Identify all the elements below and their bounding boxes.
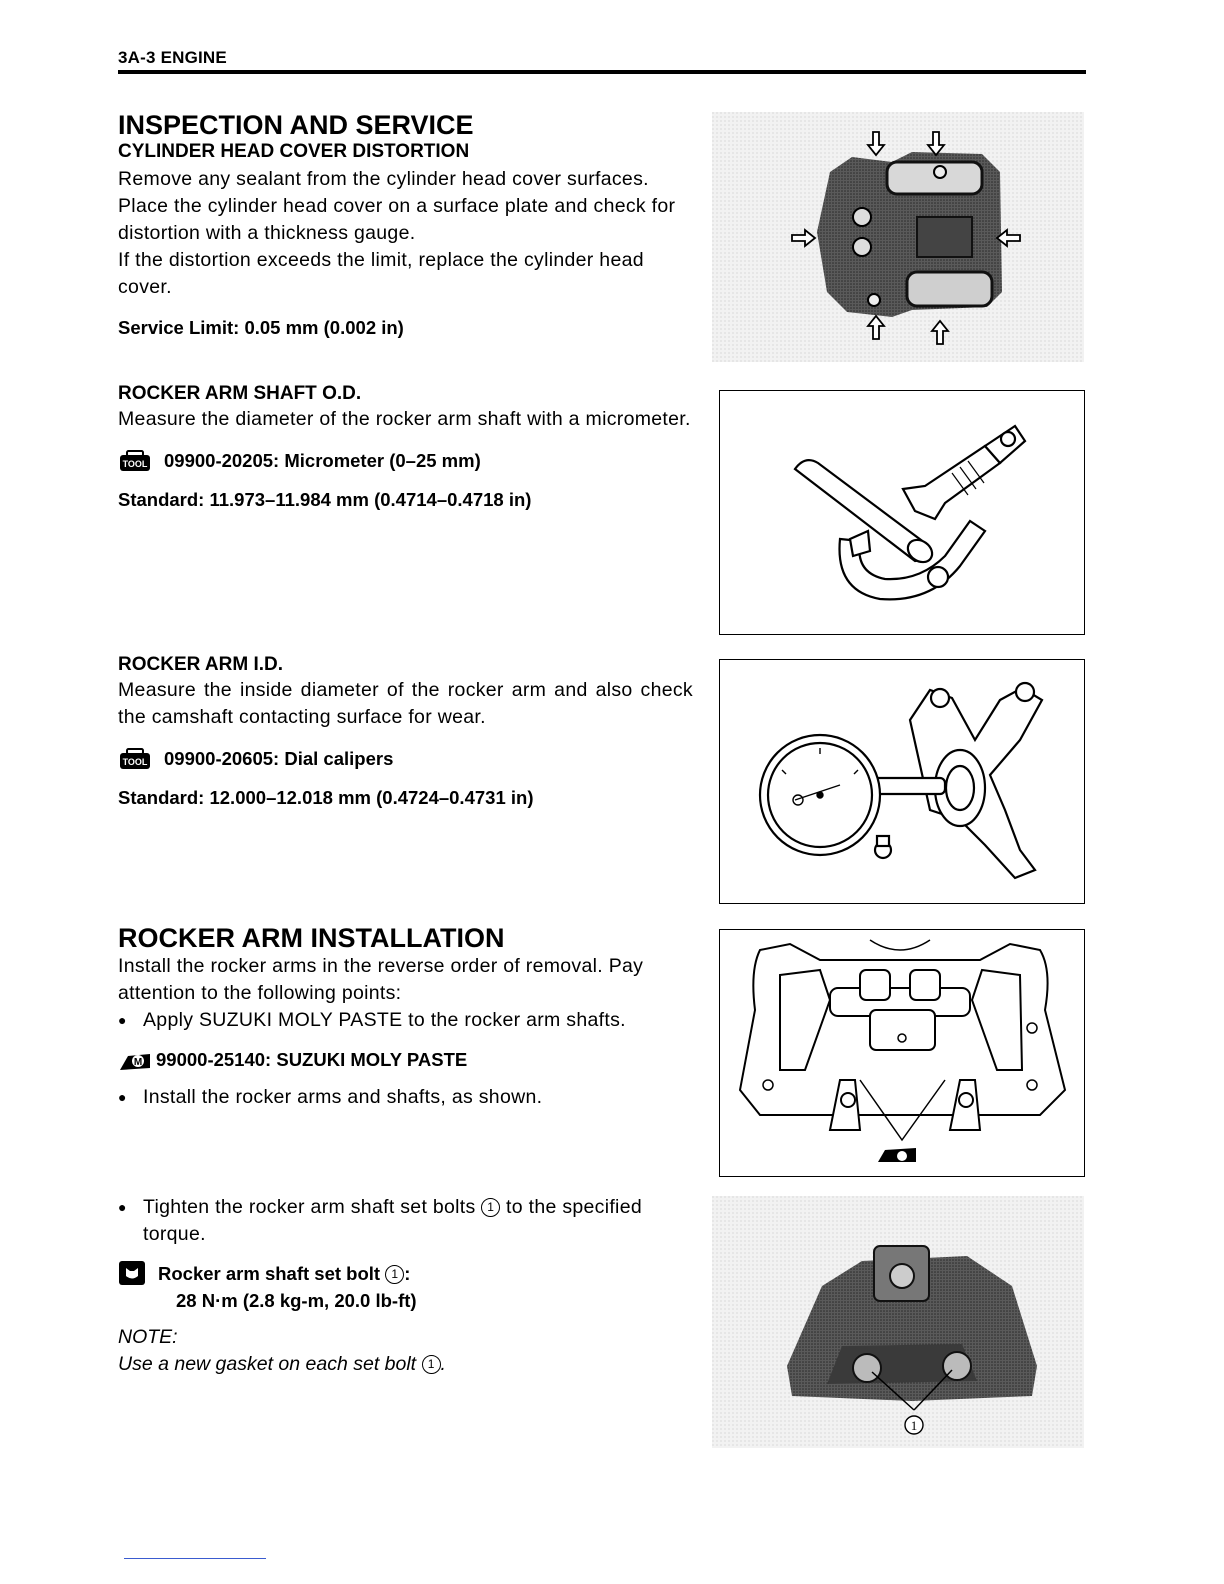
torque-spec: Rocker arm shaft set bolt 1 : 28 N·m (2.8 kg-m, 20.0 lb-ft) bbox=[118, 1260, 693, 1314]
footer-line bbox=[124, 1558, 266, 1559]
arm-id-tool bbox=[118, 745, 693, 773]
rocker-arm-installation-figure bbox=[719, 929, 1085, 1177]
arm-id-standard: Standard: 12.000–12.018 mm (0.4724–0.4731 in) bbox=[118, 787, 534, 808]
shaft-od-text: Measure the diameter of the rocker arm shaft with a micrometer. bbox=[118, 408, 691, 430]
moly-paste-icon bbox=[878, 1148, 916, 1162]
installation-text: Install the rocker arms in the reverse order of removal. Pay attention to the following points: bbox=[118, 955, 644, 1004]
arm-id-text: Measure the inside diameter of the rocker arm and also check the camshaft contacting surface for wear. bbox=[118, 679, 693, 728]
bullet-torque: ● Tighten the rocker arm shaft set bolts 1 to the specified torque. bbox=[118, 1196, 642, 1245]
torque-value: 28 N·m (2.8 kg-m, 20.0 lb-ft) bbox=[176, 1290, 417, 1311]
shaft-od-tool-text: 09900-20205: Micrometer (0–25 mm) bbox=[164, 450, 481, 471]
torque-section bbox=[118, 1194, 693, 1378]
shaft-od-tool bbox=[118, 447, 693, 475]
shaft-od-standard: Standard: 11.973–11.984 mm (0.4714–0.4718 in) bbox=[118, 489, 532, 510]
page-header bbox=[118, 48, 1086, 74]
service-limit: Service Limit: 0.05 mm (0.002 in) bbox=[118, 317, 404, 338]
moly-paste-row bbox=[118, 1046, 693, 1074]
bullet-install: ● Install the rocker arms and shafts, as shown. bbox=[118, 1086, 543, 1108]
svg-text:TOOL: TOOL bbox=[122, 459, 148, 469]
svg-text:TOOL: TOOL bbox=[122, 757, 148, 767]
dial-caliper-figure bbox=[719, 659, 1085, 904]
callout-label: 1 bbox=[910, 1418, 918, 1433]
micrometer-figure bbox=[719, 390, 1085, 635]
shaft-od-title: ROCKER ARM SHAFT O.D. bbox=[118, 383, 362, 404]
inspection-title: INSPECTION AND SERVICE bbox=[118, 110, 474, 140]
tool-icon bbox=[118, 748, 152, 770]
bullet-moly: ● Apply SUZUKI MOLY PASTE to the rocker arm shafts. bbox=[118, 1009, 626, 1031]
inspection-text-1: Remove any sealant from the cylinder head cover surfaces. Place the cylinder head cover on a surface plate and check for distortion with a thickness gauge. bbox=[118, 168, 676, 244]
section-title: 3A-3 ENGINE bbox=[118, 48, 227, 67]
torque-label: Rocker arm shaft set bolt bbox=[158, 1263, 381, 1284]
arm-id-title: ROCKER ARM I.D. bbox=[118, 654, 284, 675]
inspection-section bbox=[118, 110, 693, 341]
moly-paste-icon bbox=[118, 1048, 154, 1072]
set-bolt-figure bbox=[712, 1196, 1084, 1448]
ref-circle-1: 1 bbox=[481, 1198, 500, 1217]
cylinder-head-cover-figure bbox=[712, 112, 1084, 362]
tool-icon bbox=[118, 450, 152, 472]
arm-id-section bbox=[118, 653, 693, 811]
svg-text:M: M bbox=[133, 1057, 143, 1068]
note-label: NOTE: bbox=[118, 1326, 178, 1348]
installation-section bbox=[118, 923, 693, 1111]
installation-title: ROCKER ARM INSTALLATION bbox=[118, 923, 505, 953]
torque-wrench-icon bbox=[118, 1260, 148, 1286]
arm-id-tool-text: 09900-20605: Dial calipers bbox=[164, 748, 394, 769]
inspection-subtitle: CYLINDER HEAD COVER DISTORTION bbox=[118, 141, 470, 162]
shaft-od-section bbox=[118, 382, 693, 513]
inspection-text-2: If the distortion exceeds the limit, replace the cylinder head cover. bbox=[118, 249, 644, 298]
moly-paste-text: 99000-25140: SUZUKI MOLY PASTE bbox=[156, 1049, 468, 1070]
note-text: Use a new gasket on each set bolt 1 . bbox=[118, 1353, 446, 1375]
